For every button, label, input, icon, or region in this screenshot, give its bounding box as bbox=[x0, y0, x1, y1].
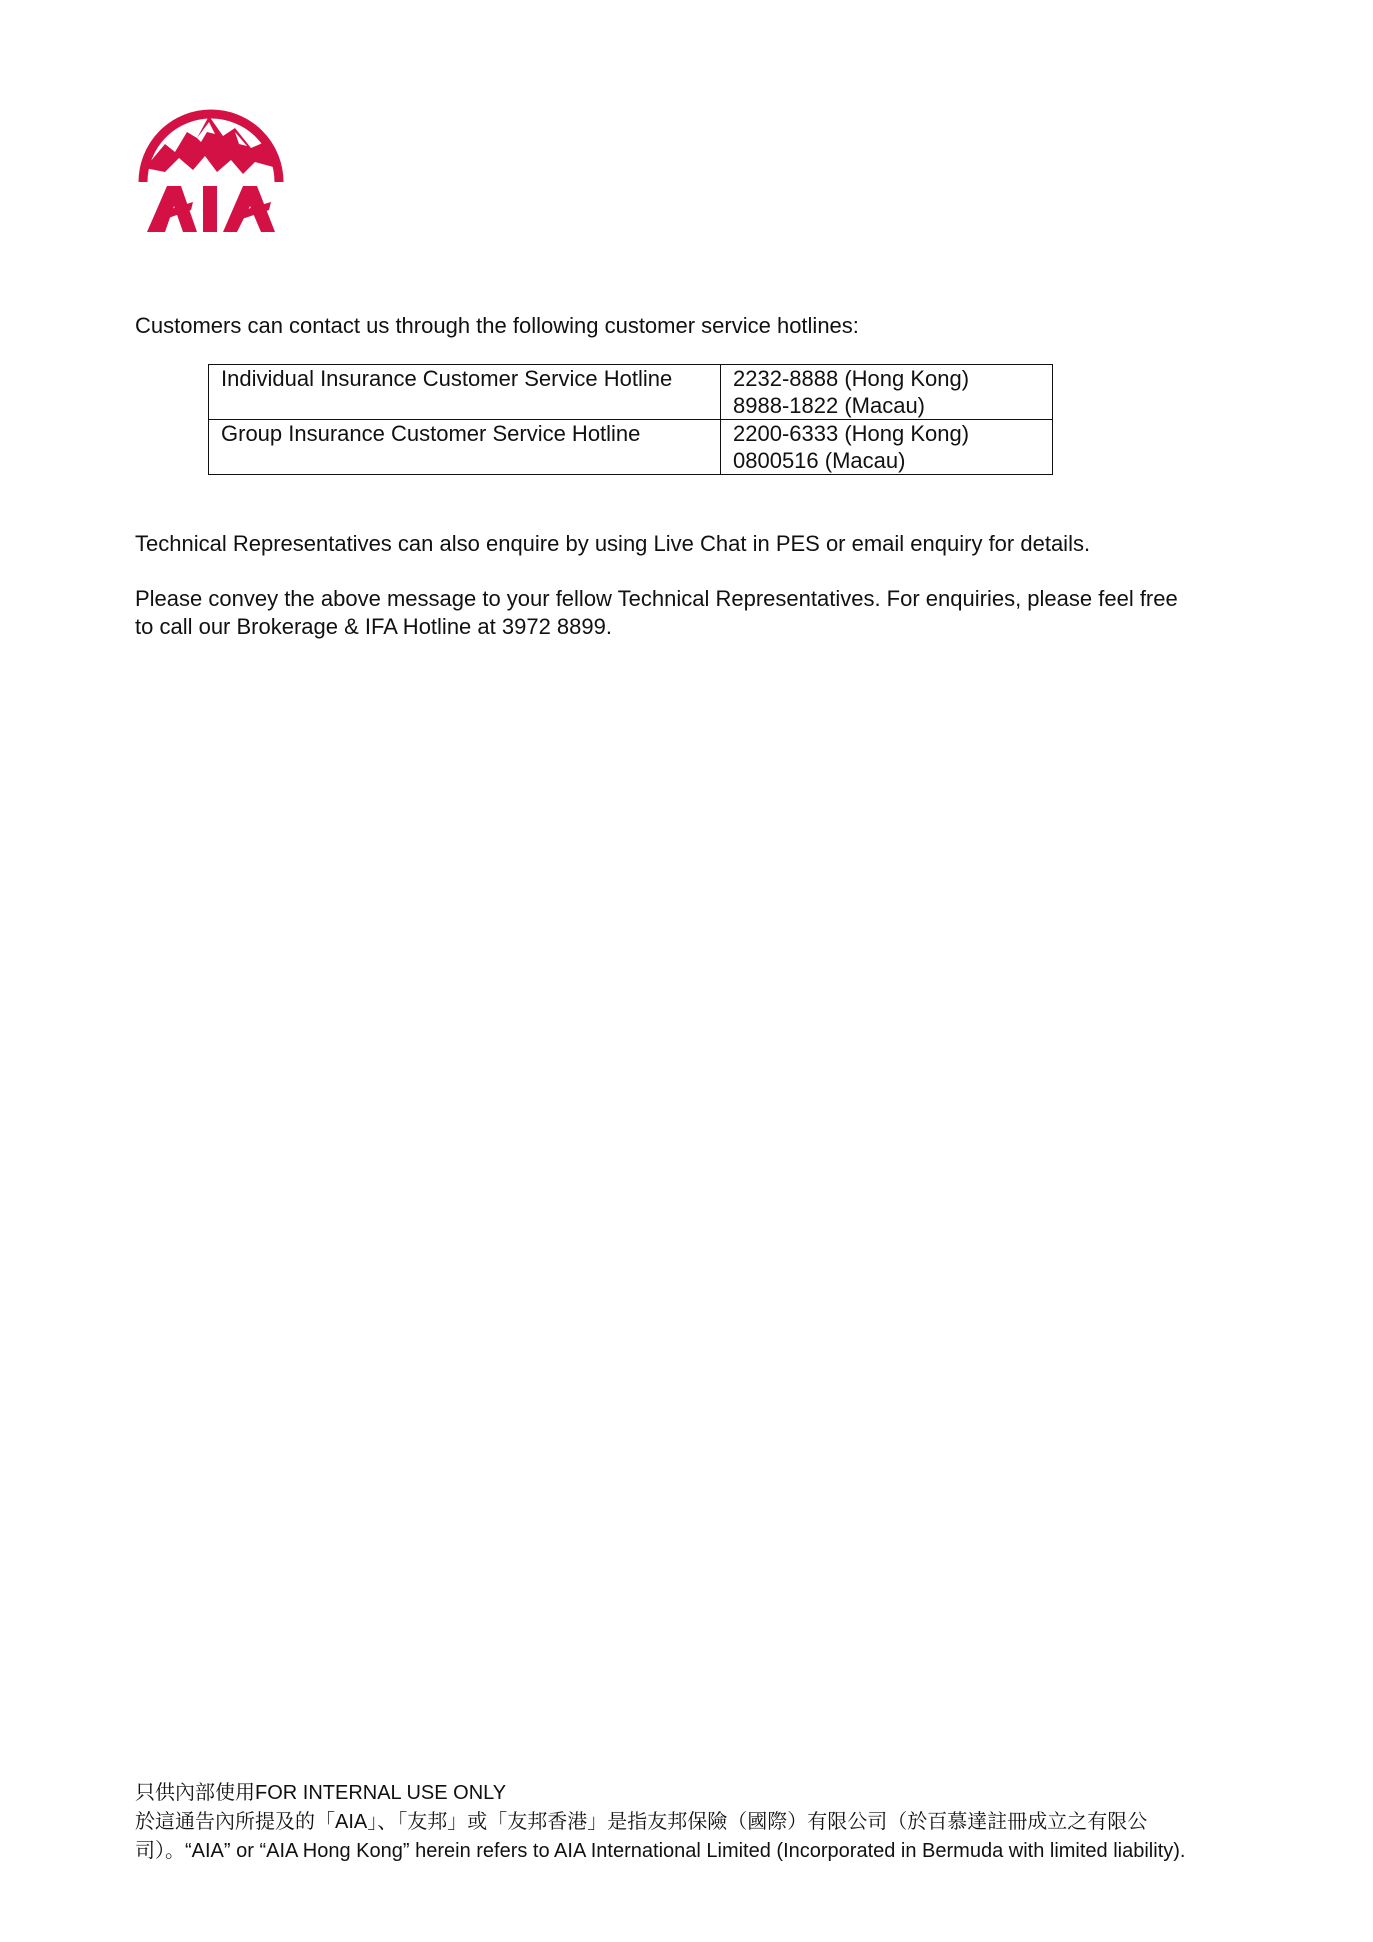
hotline-table bbox=[208, 364, 1053, 475]
hotline-number: 2200-6333 (Hong Kong) bbox=[733, 421, 970, 446]
hotline-label: Group Insurance Customer Service Hotline bbox=[209, 420, 721, 475]
convey-line: Please convey the above message to your fellow Technical Representatives. For enquiries, please feel free bbox=[135, 586, 1178, 611]
aia-logo bbox=[135, 82, 287, 244]
convey-paragraph bbox=[135, 585, 1178, 641]
table-row bbox=[209, 365, 1053, 420]
hotline-label: Individual Insurance Customer Service Hotline bbox=[209, 365, 721, 420]
intro-text: Customers can contact us through the following customer service hotlines: bbox=[135, 313, 859, 338]
hotline-numbers bbox=[721, 365, 1053, 420]
hotline-number: 2232-8888 (Hong Kong) bbox=[733, 366, 970, 391]
footer-disclaimer bbox=[135, 1779, 1185, 1866]
table-row bbox=[209, 420, 1053, 475]
disclaimer-line: 於這通告內所提及的「AIA」、「友邦」或「友邦香港」是指友邦保險（國際）有限公司（於百慕達註冊成立之有限公 bbox=[135, 1811, 1148, 1833]
hotline-numbers bbox=[721, 420, 1053, 475]
hotline-number: 0800516 (Macau) bbox=[733, 448, 906, 473]
hotline-number: 8988-1822 (Macau) bbox=[733, 393, 926, 418]
convey-line: to call our Brokerage & IFA Hotline at 3972 8899. bbox=[135, 614, 612, 639]
live-chat-paragraph: Technical Representatives can also enquire by using Live Chat in PES or email enquiry for details. bbox=[135, 531, 1091, 556]
disclaimer-line: 司）。“AIA” or “AIA Hong Kong” herein refers to AIA International Limited (Incorporated in Bermuda with limited liability). bbox=[135, 1840, 1186, 1862]
internal-use-label: 只供內部使用FOR INTERNAL USE ONLY bbox=[135, 1782, 507, 1804]
